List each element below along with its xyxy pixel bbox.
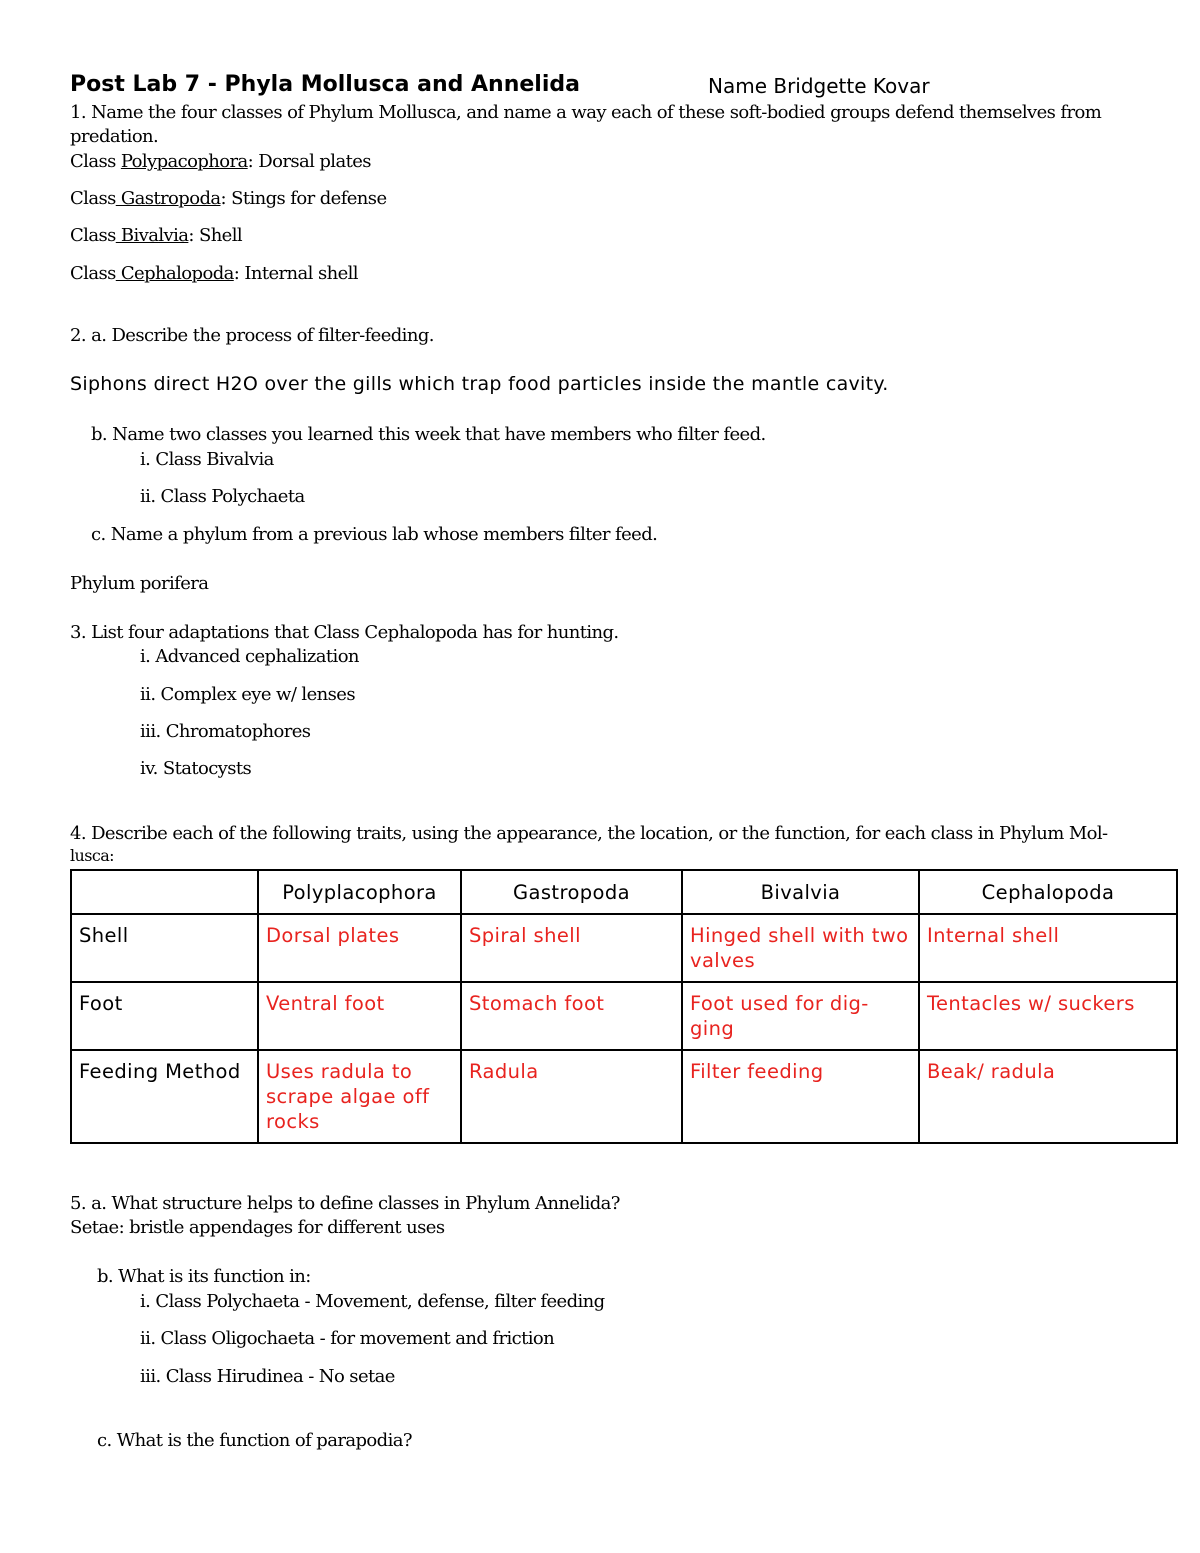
table-cell: Spiral shell — [461, 914, 682, 982]
q2b-question: b. Name two classes you learned this week that have members who filter feed. — [91, 424, 766, 445]
q5c-question: c. What is the function of parapodia? — [97, 1430, 412, 1451]
table-cell: Uses radula to scrape algae off rocks — [258, 1050, 461, 1143]
q1-question-cont: predation. — [70, 126, 159, 147]
class-prefix: Class — [70, 188, 116, 209]
table-row — [71, 1050, 1177, 1143]
table-cell: Tentacles w/ suckers — [919, 982, 1177, 1050]
table-cell: Foot used for dig-ging — [682, 982, 919, 1050]
q5a-answer: Setae: bristle appendages for different uses — [70, 1217, 445, 1238]
q5a-question: 5. a. What structure helps to define classes in Phylum Annelida? — [70, 1193, 620, 1214]
class-name: Cephalopoda — [115, 263, 234, 284]
class-answer: : Stings for defense — [220, 188, 387, 209]
column-header: Gastropoda — [461, 870, 682, 914]
table-cell: Stomach foot — [461, 982, 682, 1050]
traits-table — [70, 869, 1178, 1144]
student-name: Name Bridgette Kovar — [708, 74, 930, 98]
page-title: Post Lab 7 - Phyla Mollusca and Annelida — [70, 72, 580, 97]
q3-answer-item: i. Advanced cephalization — [140, 646, 359, 667]
q2a-question: 2. a. Describe the process of filter-feeding. — [70, 325, 434, 346]
q5b-answer-item: i. Class Polychaeta - Movement, defense, filter feeding — [140, 1291, 605, 1312]
table-cell: Ventral foot — [258, 982, 461, 1050]
column-header: Polyplacophora — [258, 870, 461, 914]
class-prefix: Class — [70, 151, 121, 172]
q1-class-row — [70, 225, 242, 246]
class-name: Gastropoda — [115, 188, 221, 209]
class-prefix: Class — [70, 225, 116, 246]
class-prefix: Class — [70, 263, 116, 284]
column-header: Cephalopoda — [919, 870, 1177, 914]
class-answer: : Internal shell — [233, 263, 358, 284]
column-header: Bivalvia — [682, 870, 919, 914]
table-row — [71, 914, 1177, 982]
row-header: Feeding Method — [71, 1050, 258, 1143]
table-header-row — [71, 870, 1177, 914]
q4-question: 4. Describe each of the following traits, using the appearance, the location, or the function, for each class in Phylum Mol- — [70, 823, 1108, 844]
q2a-answer: Siphons direct H2O over the gills which trap food particles inside the mantle cavity. — [70, 373, 889, 395]
table-cell: Internal shell — [919, 914, 1177, 982]
class-name: Polypacophora — [120, 151, 248, 172]
table-cell: Filter feeding — [682, 1050, 919, 1143]
class-answer: : Dorsal plates — [247, 151, 371, 172]
q5b-question: b. What is its function in: — [97, 1266, 311, 1287]
table-cell: Hinged shell with two valves — [682, 914, 919, 982]
q1-question-line1: 1. Name the four classes of Phylum Mollusca, and name a way each of these soft-bodied groups defend themselves from — [70, 102, 1102, 123]
q4-question-cont: lusca: — [70, 846, 114, 865]
q1-class-row — [70, 188, 387, 209]
q5b-answer-item: ii. Class Oligochaeta - for movement and friction — [140, 1328, 555, 1349]
q3-answer-item: iv. Statocysts — [140, 758, 252, 779]
q2b-answer-item: ii. Class Polychaeta — [140, 486, 305, 507]
row-header: Shell — [71, 914, 258, 982]
q1-class-row — [70, 151, 371, 172]
class-answer: : Shell — [188, 225, 243, 246]
q2c-answer: Phylum porifera — [70, 573, 209, 594]
q3-answer-item: ii. Complex eye w/ lenses — [140, 684, 355, 705]
q5b-answer-item: iii. Class Hirudinea - No setae — [140, 1366, 395, 1387]
q3-answer-item: iii. Chromatophores — [140, 721, 311, 742]
q2c-question: c. Name a phylum from a previous lab whose members filter feed. — [91, 524, 658, 545]
table-cell: Dorsal plates — [258, 914, 461, 982]
q2b-answer-item: i. Class Bivalvia — [140, 449, 274, 470]
table-row — [71, 982, 1177, 1050]
class-name: Bivalvia — [115, 225, 189, 246]
table-cell: Radula — [461, 1050, 682, 1143]
q1-class-row — [70, 263, 358, 284]
column-header — [71, 870, 258, 914]
table-cell: Beak/ radula — [919, 1050, 1177, 1143]
q1-question — [70, 102, 1101, 123]
q3-question: 3. List four adaptations that Class Cephalopoda has for hunting. — [70, 622, 619, 643]
row-header: Foot — [71, 982, 258, 1050]
